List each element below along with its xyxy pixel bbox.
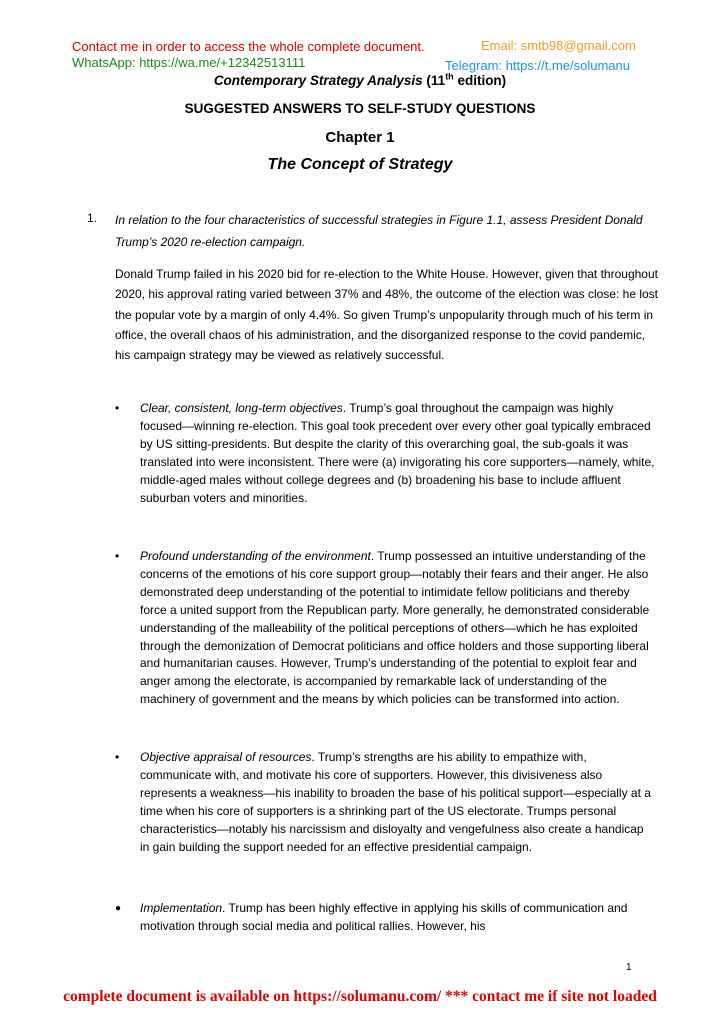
question-number: 1.: [87, 211, 98, 225]
chapter-heading: Chapter 1: [325, 129, 395, 146]
bullet-text: . Trump’s strengths are his ability to empathize with, communicate with, and motivate his core of supporters. However, this divisiveness also represents a weakness—his inability to broaden the base of his political support—especially at a time when his core of supporters is a shrinking part of the US electorate. Trumps personal characteristics—notably his narcissism and disloyalty and vengefulness also create a handicap in gain building the support needed for an effective presidential campaign.: [140, 750, 651, 854]
bullet-heading: Objective appraisal of resources: [140, 750, 312, 764]
list-item: [140, 548, 655, 709]
bullet-marker: •: [115, 549, 120, 563]
bullet-text: . Trump possessed an intuitive understanding of the concerns of the emotions of his core support group—notably their fears and their anger. He also demonstrated deep understanding of the potential to intimidate fellow politicians and thereby force a united support from the Republican party. More generally, he demonstrated considerable understanding of the malleability of the political perceptions of others—which he has exploited through the demonization of Democrat politicians and office holders and those supporting liberal and humanitarian causes. However, Trump’s understanding of the potential to exploit fear and anger among the electorate, is accompanied by remarkable lack of understanding of the machinery of government and the means by which policies can be transformed into action.: [140, 549, 650, 707]
edition-open: (11: [426, 73, 446, 88]
edition-close: edition): [453, 73, 507, 88]
document-subtitle: SUGGESTED ANSWERS TO SELF-STUDY QUESTIONS: [184, 101, 536, 116]
bullet-heading: Clear, consistent, long-term objectives: [140, 401, 343, 415]
bullet-heading: Profound understanding of the environment: [140, 549, 371, 563]
bullet-heading: Implementation: [140, 901, 223, 915]
bullet-marker: •: [115, 750, 120, 764]
bullet-text: . Trump’s goal throughout the campaign was highly focused—winning re-election. This goal took precedent over every other goal typically embraced by US sitting-presidents. But despite the clarity of this overarching goal, the sub-goals it was translated into were inconsistent. There were (a) invigorating his core supporters—namely, white, middle-aged males without college degrees and (b) broadening his base to include affluent suburban voters and minorities.: [140, 401, 655, 505]
footer-notice[interactable]: complete document is available on https://solumanu.com/ *** contact me if site not loaded: [63, 988, 657, 1005]
bullet-marker: •: [115, 401, 120, 415]
contact-notice: Contact me in order to access the whole complete document.: [72, 39, 425, 54]
bullet-marker: ●: [115, 903, 122, 914]
chapter-title: The Concept of Strategy: [267, 156, 453, 173]
whatsapp-link[interactable]: WhatsApp: https://wa.me/+12342513111: [72, 55, 306, 70]
list-item: [140, 900, 655, 936]
book-title: Contemporary Strategy Analysis: [213, 73, 423, 88]
email-link[interactable]: Email: smtb98@gmail.com: [481, 38, 636, 53]
page-number: 1: [626, 962, 632, 973]
question-text: In relation to the four characteristics of successful strategies in Figure 1.1, assess President Donald Trump’s 2020 re-election campaign.: [115, 213, 643, 249]
book-title-line: [0, 73, 720, 88]
list-item: [140, 400, 655, 507]
intro-paragraph: Donald Trump failed in his 2020 bid for re-election to the White House. However, given that throughout 2020, his approval rating varied between 37% and 48%, the outcome of the election was close: he lost the popular vote by a margin of only 4.4%. So given Trump’s unpopularity through much of his term in office, the overall chaos of his administration, and the disorganized response to the covid pandemic, his campaign strategy may be viewed as relatively successful.: [115, 267, 659, 363]
telegram-link[interactable]: Telegram: https://t.me/solumanu: [445, 58, 630, 73]
bullet-text: . Trump has been highly effective in applying his skills of communication and motivation through social media and political rallies. However, his: [140, 901, 628, 933]
edition-sup: th: [445, 71, 454, 82]
list-item: [140, 749, 655, 856]
